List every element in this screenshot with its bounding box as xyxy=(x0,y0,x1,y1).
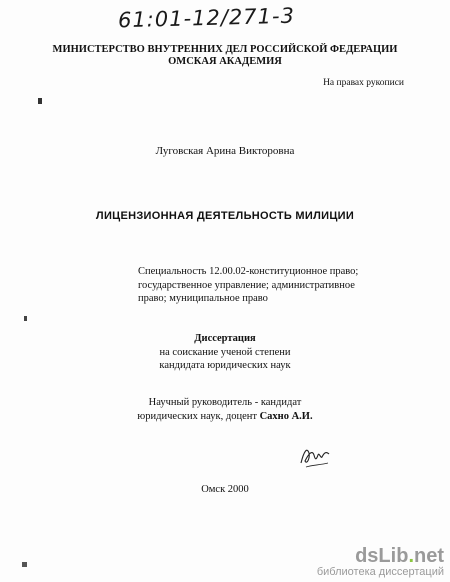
watermark-logo-main: dsLib xyxy=(355,545,409,567)
ministry-name: МИНИСТЕРСТВО ВНУТРЕННИХ ДЕЛ РОССИЙСКОЙ ФЕДЕРАЦИИ xyxy=(52,44,398,55)
dissertation-block xyxy=(0,332,450,373)
rights-note: На правах рукописи xyxy=(323,78,404,88)
scan-speck xyxy=(24,316,27,321)
handwritten-archive-number: 61:01-12/271-3 xyxy=(117,3,296,33)
watermark-logo-tld: net xyxy=(414,545,444,567)
advisor-name: Сахно А.И. xyxy=(259,410,313,422)
dissertation-heading: Диссертация xyxy=(194,333,256,344)
author-name: Луговская Арина Викторовна xyxy=(155,145,295,157)
specialty-line-3: право; муниципальное право xyxy=(138,293,268,304)
watermark-logo xyxy=(317,546,444,566)
dslib-watermark xyxy=(317,546,444,578)
dissertation-line-2: кандидата юридических наук xyxy=(159,360,291,371)
watermark-logo-dot: . xyxy=(408,545,414,567)
specialty-line-2: государственное управление; административное xyxy=(138,279,355,291)
city-year: Омск 2000 xyxy=(201,484,249,495)
academy-name: ОМСКАЯ АКАДЕМИЯ xyxy=(168,56,282,67)
signature-icon xyxy=(298,443,332,469)
scan-speck xyxy=(38,98,42,104)
advisor-line-1: Научный руководитель - кандидат xyxy=(148,397,302,408)
advisor-line-2 xyxy=(0,410,450,424)
specialty-line-1: Специальность 12.00.02-конституционное право; xyxy=(138,266,359,277)
handwritten-signature xyxy=(298,443,332,474)
watermark-subtitle: библиотека диссертаций xyxy=(316,566,444,578)
advisor-block xyxy=(0,396,450,423)
dissertation-title: ЛИЦЕНЗИОННАЯ ДЕЯТЕЛЬНОСТЬ МИЛИЦИИ xyxy=(95,210,355,222)
specialty-block xyxy=(138,265,378,306)
advisor-title: юридических наук, доцент xyxy=(137,410,260,422)
scan-speck xyxy=(22,562,27,567)
dissertation-line-1: на соискание ученой степени xyxy=(159,346,291,358)
